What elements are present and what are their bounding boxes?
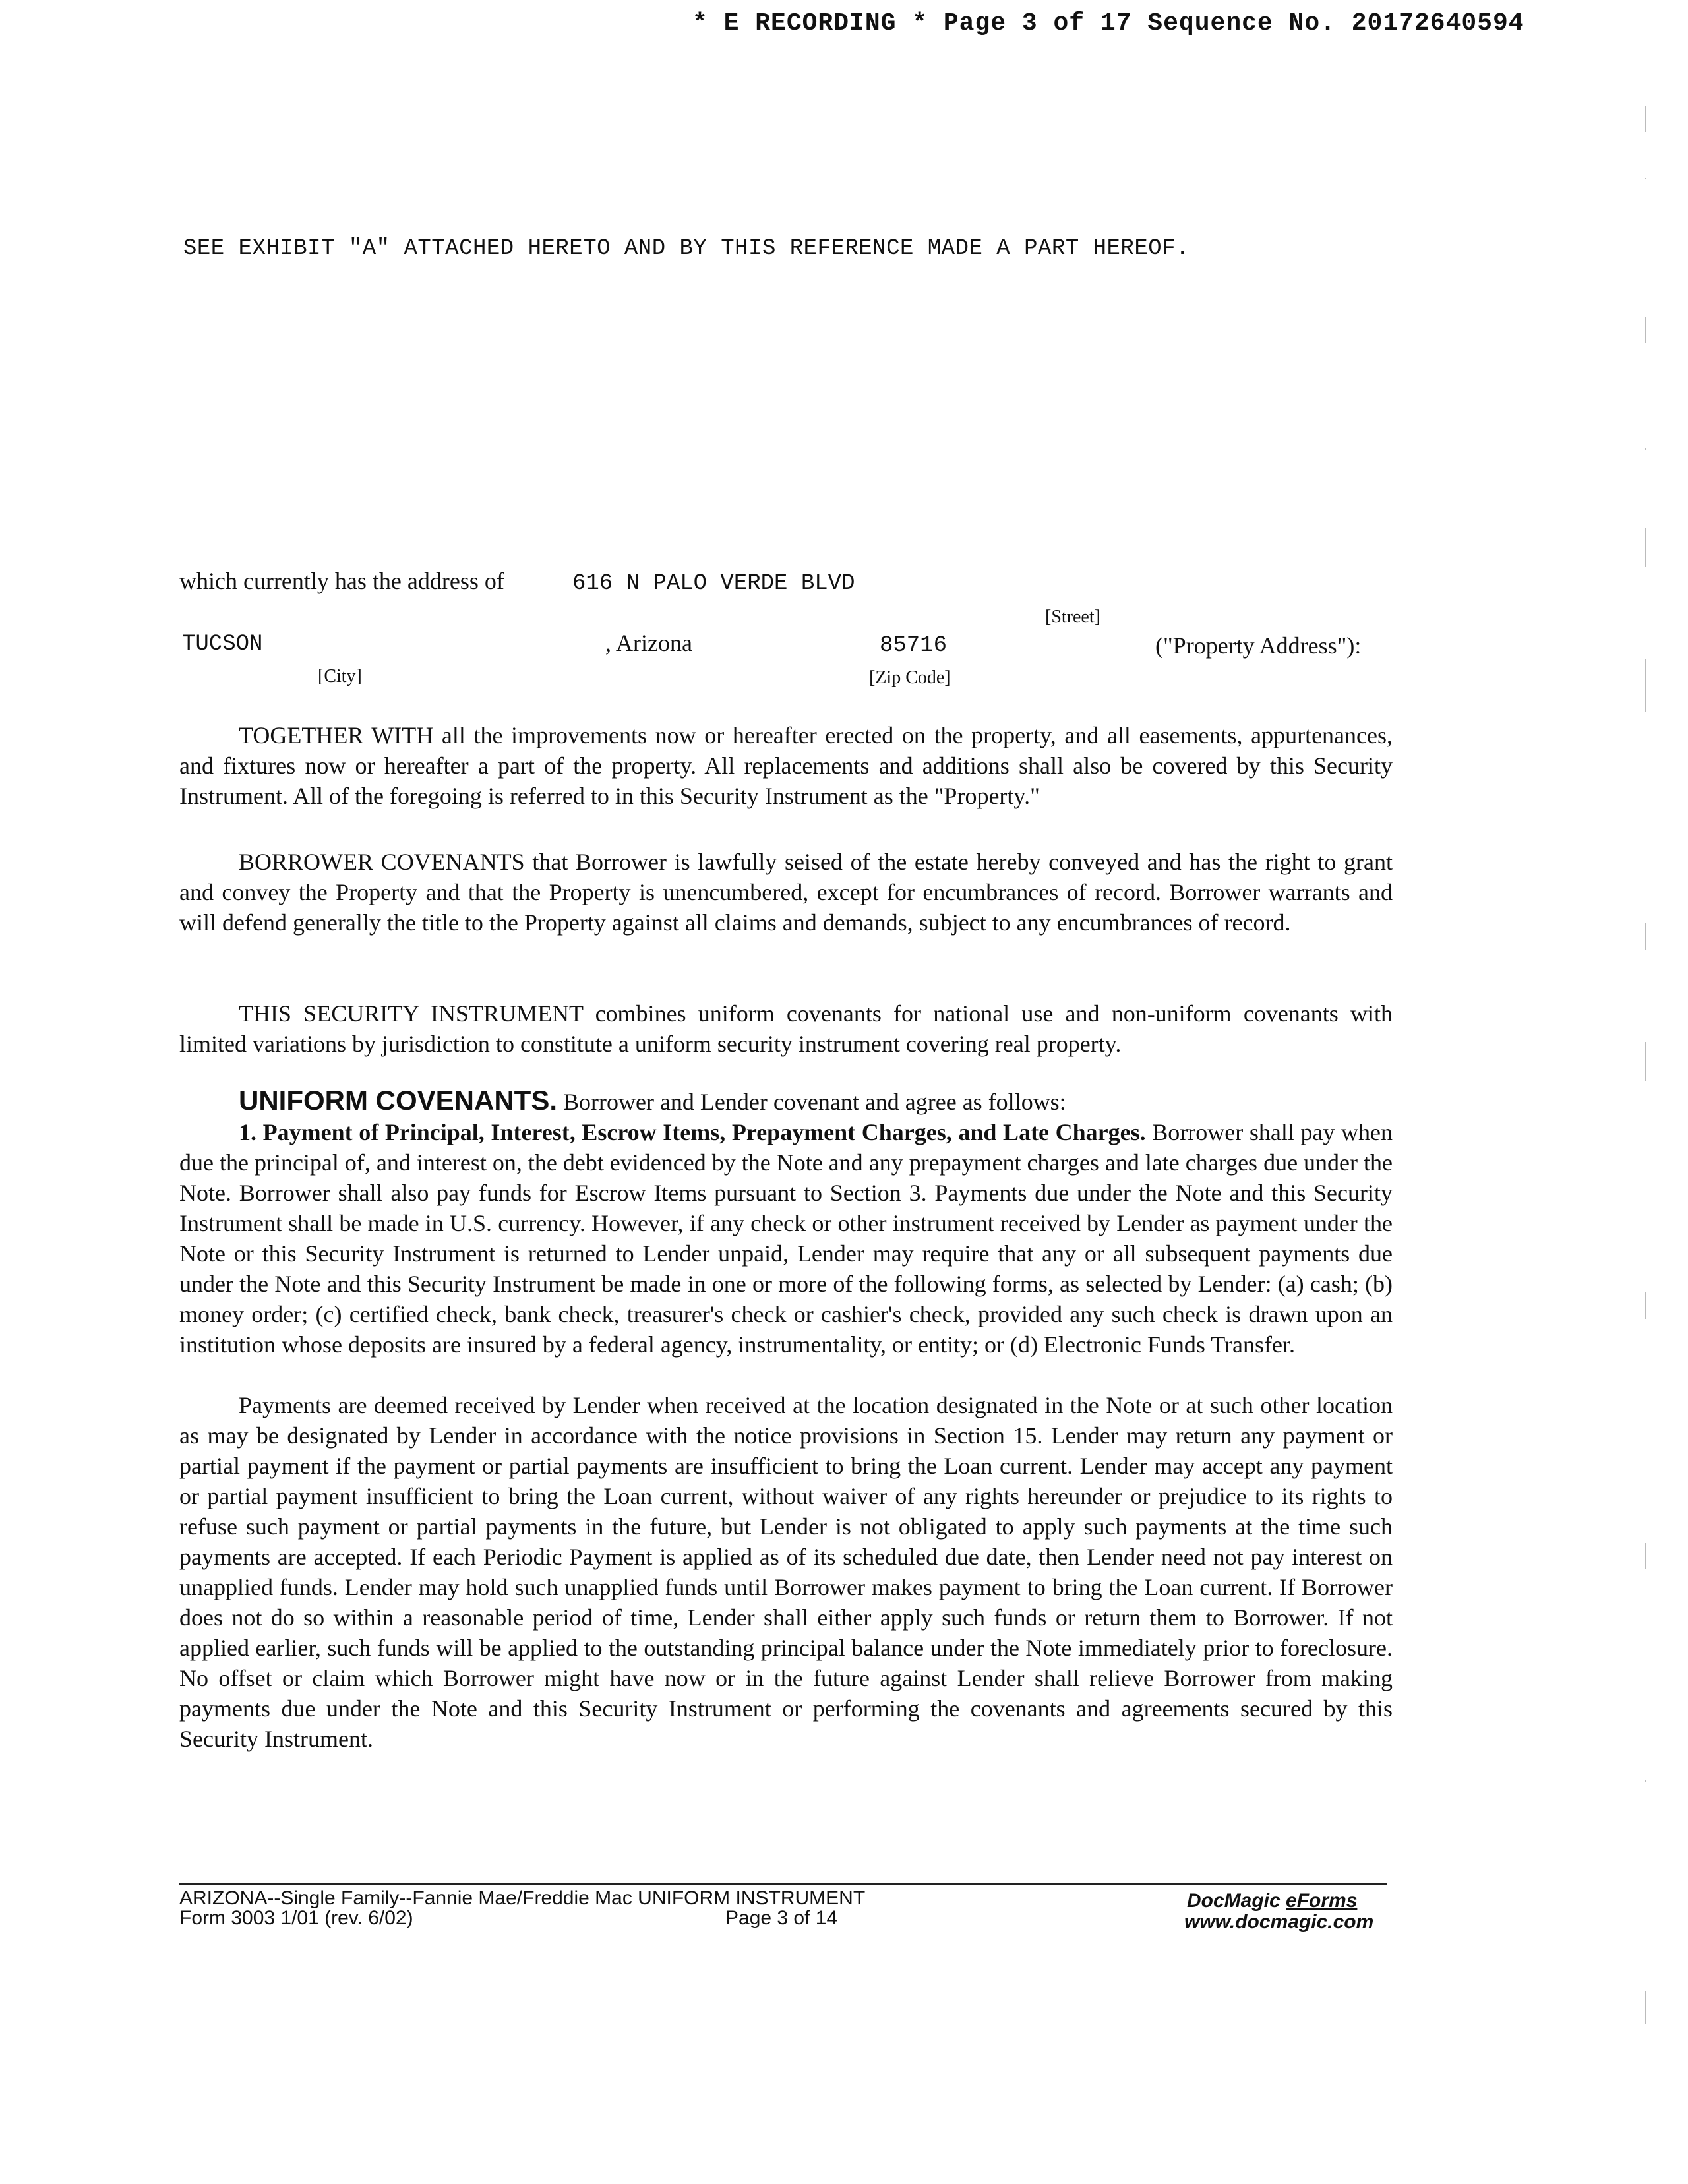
payments-paragraph: Payments are deemed received by Lender when received at the location designated in the Note or at such other location as may be designated by Lender in accordance with the notice provisions in Section 15. Lender may return any payment or partial payment if the payment or partial payments are insufficient to bring the Loan current. Lender may accept any payment or partial payment insufficient to bring the Loan current, without waiver of any rights hereunder or prejudice to its rights to refuse such payment or partial payments in the future, but Lender is not obligated to apply such payments at the time such payments are accepted. If each Periodic Payment is applied as of its scheduled due date, then Lender need not pay interest on unapplied funds. Lender may hold such unapplied funds until Borrower makes payment to bring the Loan current. If Borrower does not do so within a reasonable period of time, Lender shall either apply such funds or return them to Borrower. If not applied earlier, such funds will be applied to the outstanding principal balance under the Note immediately prior to foreclosure. No offset or claim which Borrower might have now or in the future against Lender shall relieve Borrower from making payments due under the Note and this Security Instrument or performing the covenants and agreements secured by this Security Instrument.	[179, 1392, 1393, 1752]
street-label: [Street]	[1045, 607, 1100, 627]
scan-mark	[1645, 659, 1646, 712]
brand-name: DocMagic	[1187, 1890, 1281, 1912]
brand-suffix: eForms	[1286, 1890, 1358, 1912]
footer-page-number: Page 3 of 14	[725, 1907, 838, 1929]
section-1-body: Borrower shall pay when due the principal of, and interest on, the debt evidenced by the Note and any prepayment charges and late charges due under the Note. Borrower shall also pay funds for Escrow Items pursuant to Section 3. Payments due under the Note and this Security Instrument shall be made in U.S. currency. However, if any check or other instrument received by Lender as payment under the Note or this Security Instrument is returned to Lender unpaid, Lender may require that any or all subsequent payments due under the Note and this Security Instrument be made in one or more of the following forms, as selected by Lender: (a) cash; (b) money order; (c) certified check, bank check, treasurer's check or cashier's check, provided any such check is drawn upon an institution whose deposits are insured by a federal agency, instrumentality, or entity; or (d) Electronic Funds Transfer.	[179, 1119, 1393, 1358]
section-1	[179, 1117, 1393, 1360]
property-address-label: ("Property Address"):	[1155, 632, 1362, 659]
city-label: [City]	[318, 666, 362, 686]
docmagic-logo	[1187, 1890, 1357, 1912]
city-value: TUCSON	[182, 632, 263, 657]
exhibit-reference: SEE EXHIBIT "A" ATTACHED HERETO AND BY THIS REFERENCE MADE A PART HEREOF.	[183, 236, 1190, 261]
footer-rule	[179, 1883, 1387, 1885]
footer-form-title: ARIZONA--Single Family--Fannie Mae/Freddie Mac UNIFORM INSTRUMENT	[179, 1887, 866, 1909]
scan-mark	[1645, 923, 1646, 950]
uniform-covenants-intro: Borrower and Lender covenant and agree as follows:	[563, 1089, 1066, 1115]
uniform-covenants-line	[179, 1085, 1393, 1117]
scan-mark	[1645, 317, 1646, 343]
scan-mark	[1645, 1292, 1646, 1319]
section-1-number: 1.	[239, 1119, 256, 1145]
scan-mark	[1645, 528, 1646, 567]
zip-value: 85716	[880, 633, 948, 658]
security-instrument-paragraph: THIS SECURITY INSTRUMENT combines uniform covenants for national use and non-uniform covenants with limited variations by jurisdiction to constitute a uniform security instrument covering real property.	[179, 1000, 1393, 1057]
borrower-covenants-paragraph: BORROWER COVENANTS that Borrower is lawfully seised of the estate hereby conveyed and has the right to grant and convey the Property and that the Property is unencumbered, except for encumbrances of record. Borrower warrants and will defend generally the title to the Property against all claims and demands, subject to any encumbrances of record.	[179, 849, 1393, 936]
scan-mark	[1645, 448, 1646, 450]
state-value: , Arizona	[605, 630, 692, 656]
scan-mark	[1645, 1042, 1646, 1081]
docmagic-url: www.docmagic.com	[1184, 1911, 1374, 1933]
uniform-covenants-heading: UNIFORM COVENANTS.	[239, 1085, 557, 1116]
scan-mark	[1645, 178, 1646, 179]
street-value: 616 N PALO VERDE BLVD	[572, 571, 855, 596]
zip-label: [Zip Code]	[869, 667, 951, 688]
scan-mark	[1645, 1543, 1646, 1569]
recording-header: * E RECORDING * Page 3 of 17 Sequence No. 20172640594	[692, 9, 1524, 38]
section-1-title: Payment of Principal, Interest, Escrow Items, Prepayment Charges, and Late Charges.	[262, 1119, 1146, 1145]
scan-mark	[1645, 106, 1646, 132]
footer-form-number: Form 3003 1/01 (rev. 6/02)	[179, 1907, 413, 1929]
scan-mark	[1645, 1780, 1646, 1782]
scan-mark	[1645, 1991, 1646, 2024]
together-with-paragraph: TOGETHER WITH all the improvements now or hereafter erected on the property, and all easements, appurtenances, and fixtures now or hereafter a part of the property. All replacements and additions shall also be covered by this Security Instrument. All of the foregoing is referred to in this Security Instrument as the "Property."	[179, 722, 1393, 809]
address-intro: which currently has the address of	[179, 568, 504, 594]
